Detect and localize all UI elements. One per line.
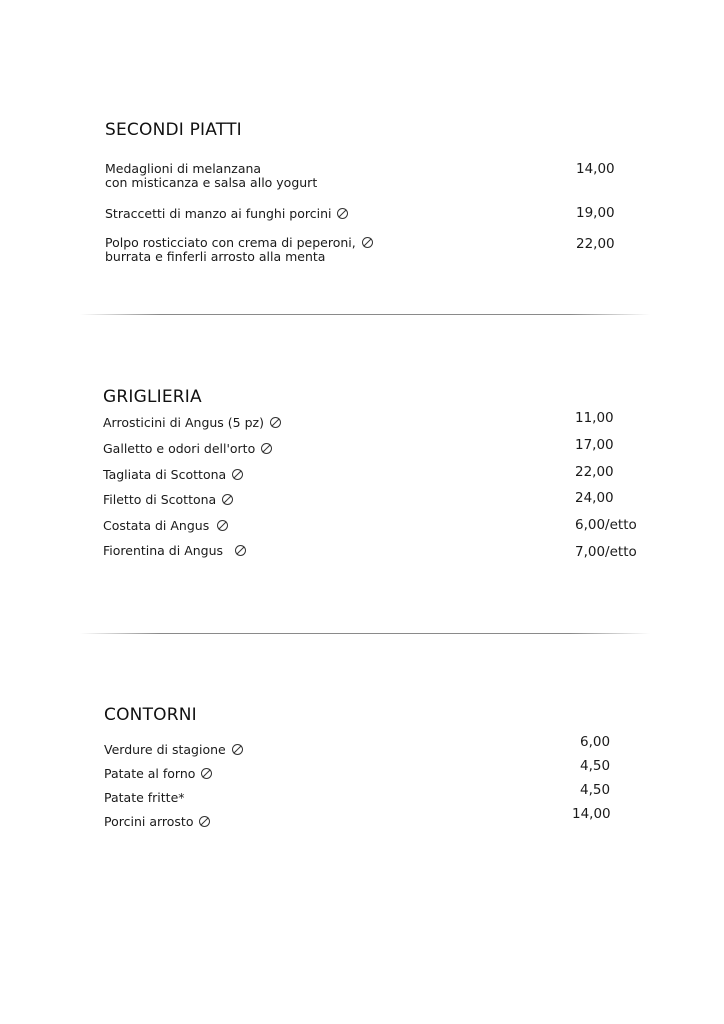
menu-item-price: 7,00/etto (575, 544, 637, 560)
menu-item-line: con misticanza e salsa allo yogurt (105, 175, 318, 190)
gluten-free-icon (217, 520, 228, 531)
menu-item-name: Verdure di stagione (104, 742, 226, 757)
menu-item (103, 519, 228, 533)
section-divider (80, 314, 650, 315)
menu-item-price: 14,00 (576, 161, 615, 177)
gluten-free-icon (362, 237, 373, 248)
gluten-free-icon (261, 443, 272, 454)
section-title-contorni: CONTORNI (104, 705, 197, 725)
menu-item (104, 767, 212, 781)
menu-item-name: Filetto di Scottona (103, 492, 217, 507)
menu-item-name: Patate al forno (104, 766, 196, 781)
menu-item-name: Arrosticini di Angus (5 pz) (103, 415, 264, 430)
menu-item-name: Tagliata di Scottona (103, 467, 227, 482)
menu-item-price: 17,00 (575, 437, 614, 453)
menu-item-name: Porcini arrosto (104, 814, 194, 829)
menu-item-price: 4,50 (580, 782, 611, 798)
menu-item-price: 6,00/etto (575, 517, 637, 533)
gluten-free-icon (337, 208, 348, 219)
menu-item-price: 4,50 (580, 758, 611, 774)
menu-item-price: 24,00 (575, 490, 614, 506)
menu-item (104, 815, 210, 829)
menu-item-name: Fiorentina di Angus (103, 543, 224, 558)
gluten-free-icon (232, 744, 243, 755)
menu-item-line: Medaglioni di melanzana (105, 161, 262, 176)
menu-item (103, 442, 272, 456)
menu-item-line: Polpo rosticciato con crema di peperoni, (105, 235, 356, 250)
menu-item-price: 19,00 (576, 205, 615, 221)
menu-item-straccetti (105, 207, 348, 221)
section-title-griglieria: GRIGLIERIA (103, 387, 202, 407)
menu-item-polpo (105, 236, 373, 264)
menu-item-price: 22,00 (576, 236, 615, 252)
menu-item-price: 6,00 (580, 734, 611, 750)
menu-item-price: 14,00 (572, 806, 611, 822)
menu-item (103, 468, 243, 482)
menu-item-price: 22,00 (575, 464, 614, 480)
menu-item-name: Straccetti di manzo ai funghi porcini (105, 206, 332, 221)
gluten-free-icon (232, 469, 243, 480)
menu-item-line: burrata e finferli arrosto alla menta (105, 249, 326, 264)
menu-item-medaglioni (105, 162, 317, 190)
menu-item-name: Costata di Angus (103, 518, 210, 533)
menu-item (103, 493, 233, 507)
menu-item-price: 11,00 (575, 410, 614, 426)
gluten-free-icon (235, 545, 246, 556)
section-divider (80, 633, 650, 634)
menu-item (103, 544, 246, 558)
gluten-free-icon (199, 816, 210, 827)
menu-item (104, 743, 243, 757)
menu-item (103, 416, 281, 430)
gluten-free-icon (222, 494, 233, 505)
gluten-free-icon (270, 417, 281, 428)
gluten-free-icon (201, 768, 212, 779)
section-title-secondi: SECONDI PIATTI (105, 120, 242, 140)
menu-item-name: Patate fritte* (104, 790, 185, 805)
menu-item (104, 791, 185, 805)
menu-item-name: Galletto e odori dell'orto (103, 441, 256, 456)
